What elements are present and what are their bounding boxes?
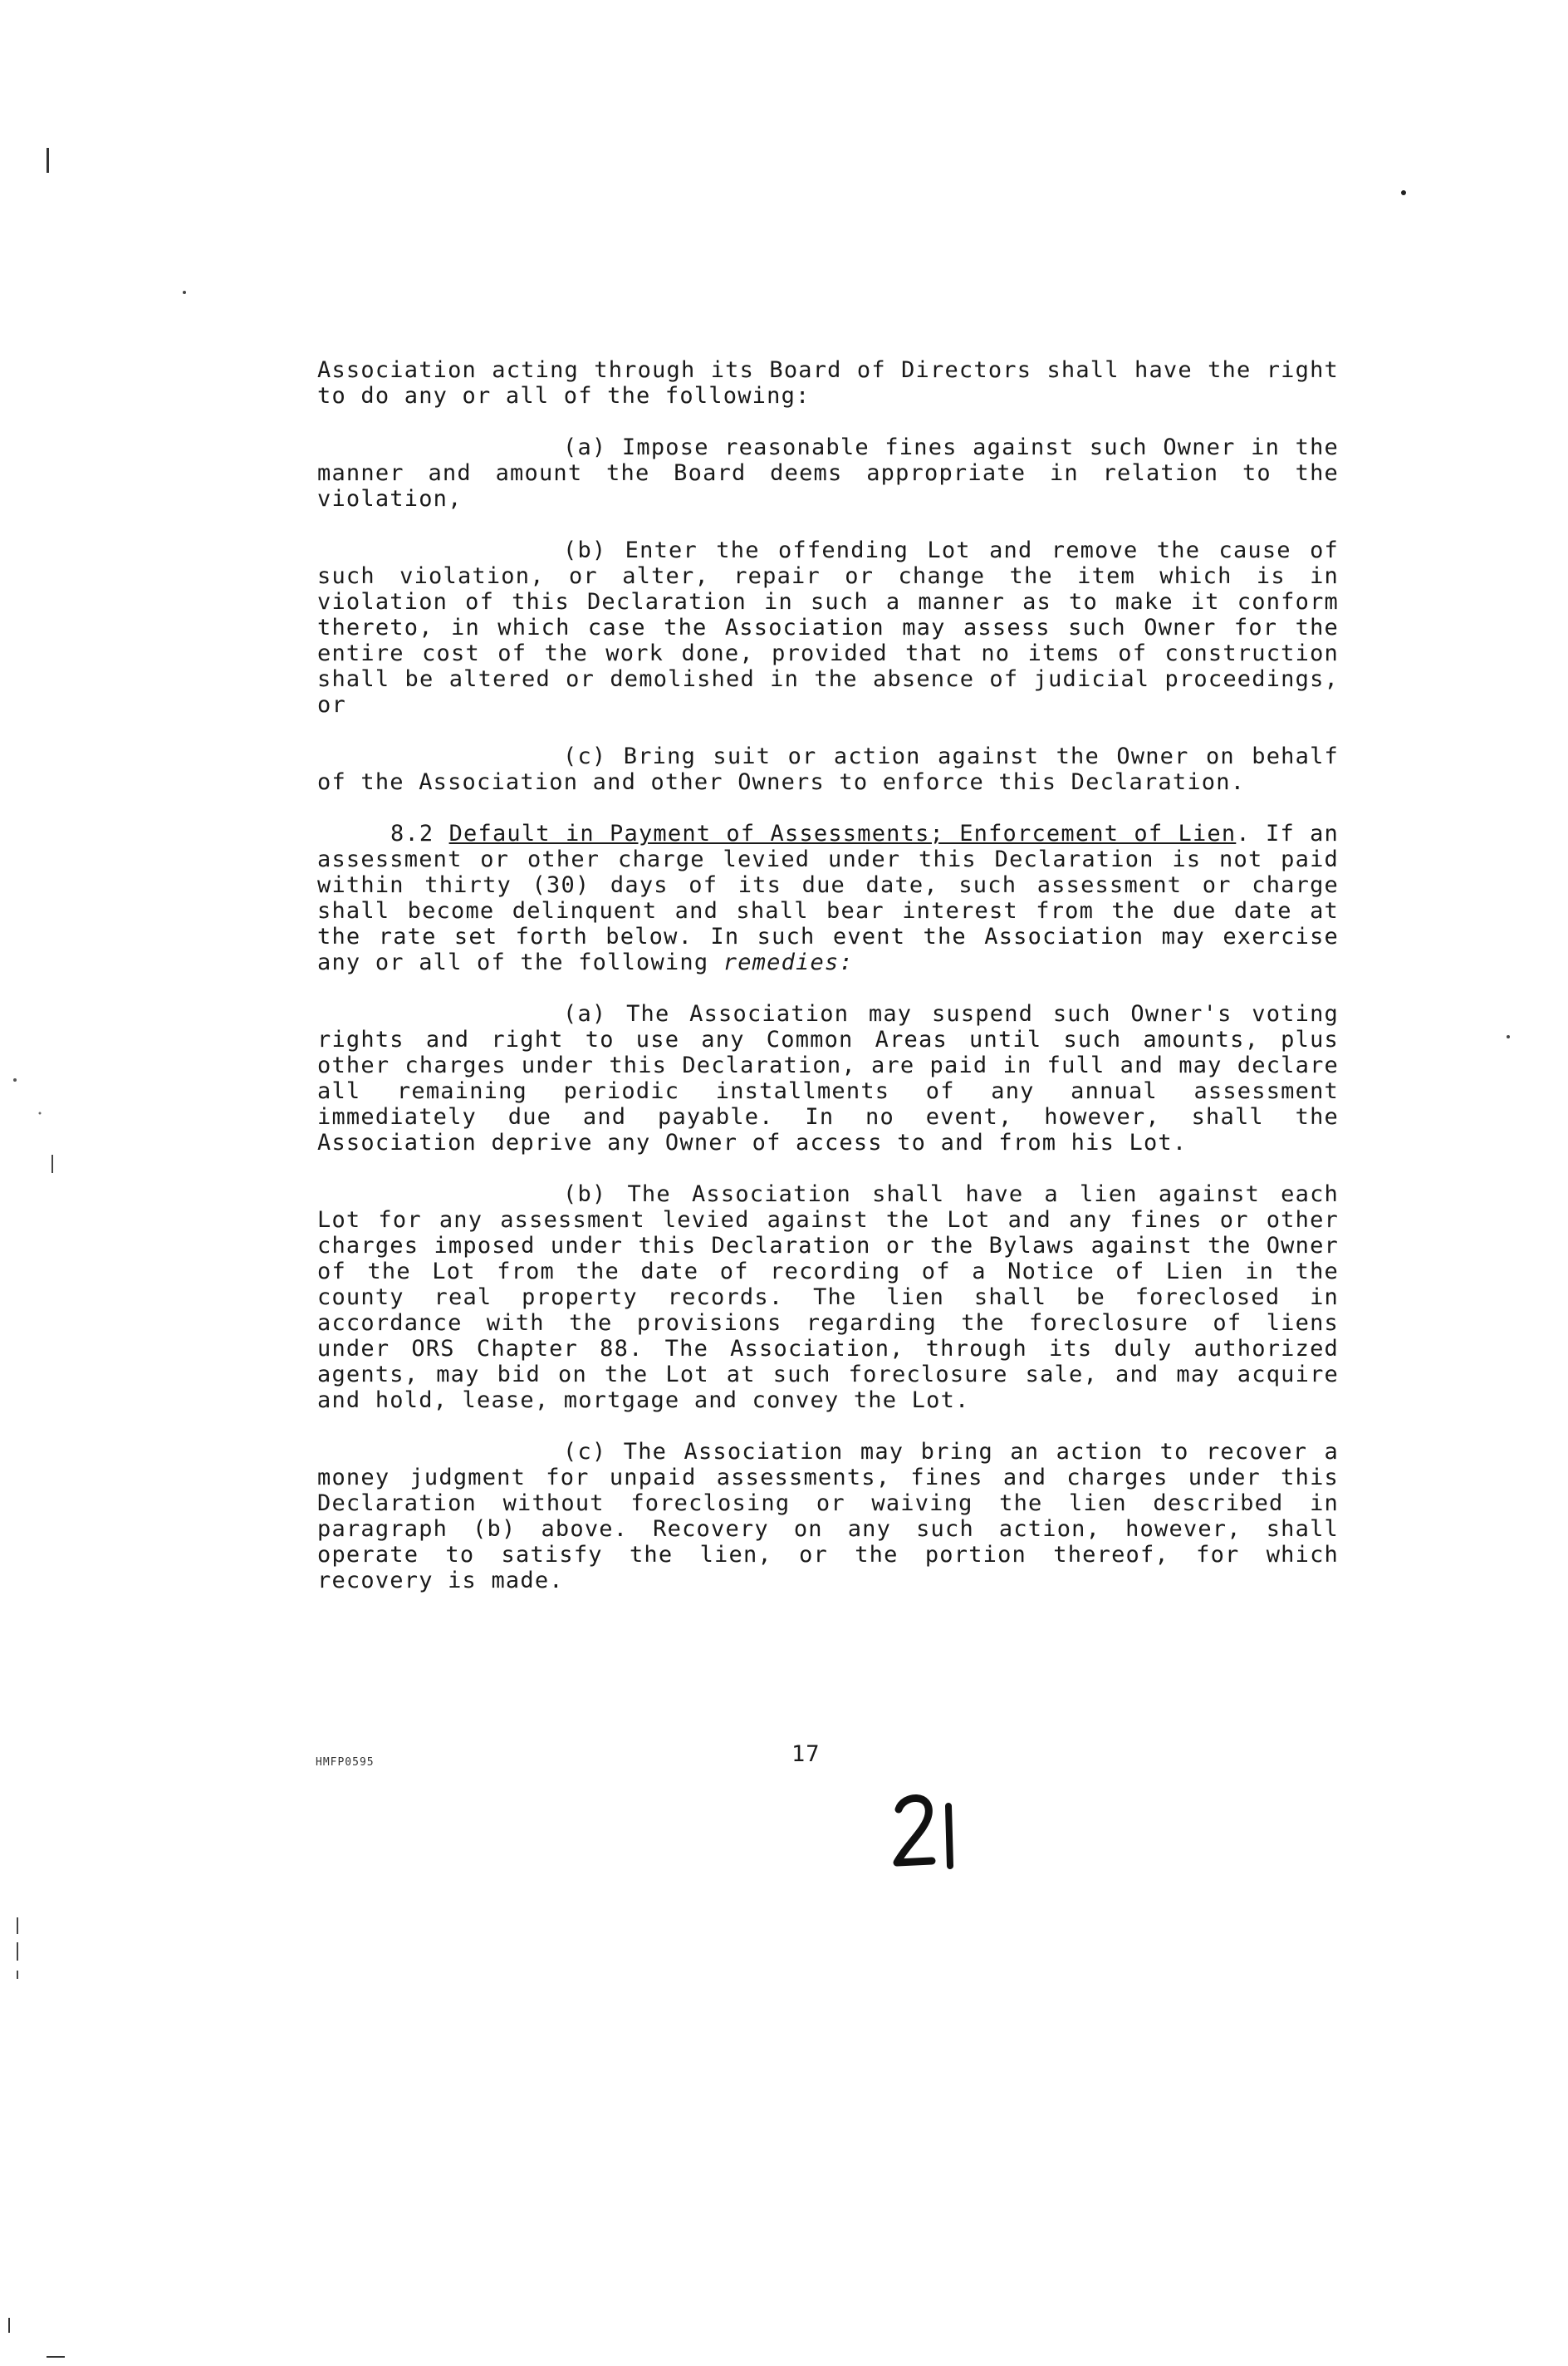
section-title-end: . [1236,821,1251,847]
section-title: Default in Payment of Assessments; Enforcement of Lien [448,821,1237,847]
item-c-paragraph: (c) Bring suit or action against the Owner on behalf of the Association and other Owners to enforce this Declaration. [317,744,1339,795]
section-number: 8.2 [390,821,434,847]
intro-paragraph: Association acting through its Board of Directors shall have the right to do any or all of the following: [317,357,1339,409]
remedy-c-paragraph: (c) The Association may bring an action to recover a money judgment for unpaid assessments, fines and charges under this Declaration without foreclosing or waiving the lien described in paragraph (b) above. Recovery on any such action, however, shall operate to satisfy the lien, or the portion thereof, for which recovery is made. [317,1439,1339,1593]
remedy-a-paragraph: (a) The Association may suspend such Owner's voting rights and right to use any Common Areas until such amounts, plus other charges under this Declaration, are paid in full and may declare all remaining periodic installments of any annual assessment immediately due and payable. In no event, however, shall the Association deprive any Owner of access to and from his Lot. [317,1001,1339,1156]
page-number: 17 [791,1741,821,1767]
handwritten-page-number [889,1786,980,1878]
item-a-paragraph: (a) Impose reasonable fines against such Owner in the manner and amount the Board deems appropriate in relation to the violation, [317,434,1339,512]
section-body-end: remedies: [723,950,854,975]
remedy-b-paragraph: (b) The Association shall have a lien against each Lot for any assessment levied against the Lot and any fines or other charges imposed under this Declaration or the Bylaws against the Owner of the Lot from the date of recording of a Notice of Lien in the county real property records. The lien shall be foreclosed in accordance with the provisions regarding the foreclosure of liens under ORS Chapter 88. The Association, through its duly authorized agents, may bid on the Lot at such foreclosure sale, and may acquire and hold, lease, mortgage and convey the Lot. [317,1181,1339,1413]
section-8-2-paragraph [317,821,1339,975]
document-code: HMFP0595 [316,1756,375,1769]
document-body [317,357,1339,1619]
section-body: If an assessment or other charge levied under this Declaration is not paid within thirty (30) days of its due date, such assessment or charge shall become delinquent and shall bear interest from the due date at the rate set forth below. In such event the Association may exercise any or all of the following [317,821,1339,975]
item-b-paragraph: (b) Enter the offending Lot and remove the cause of such violation, or alter, repair or change the item which is in violation of this Declaration in such a manner as to make it conform thereto, in which case the Association may assess such Owner for the entire cost of the work done, provided that no items of construction shall be altered or demolished in the absence of judicial proceedings, or [317,538,1339,718]
